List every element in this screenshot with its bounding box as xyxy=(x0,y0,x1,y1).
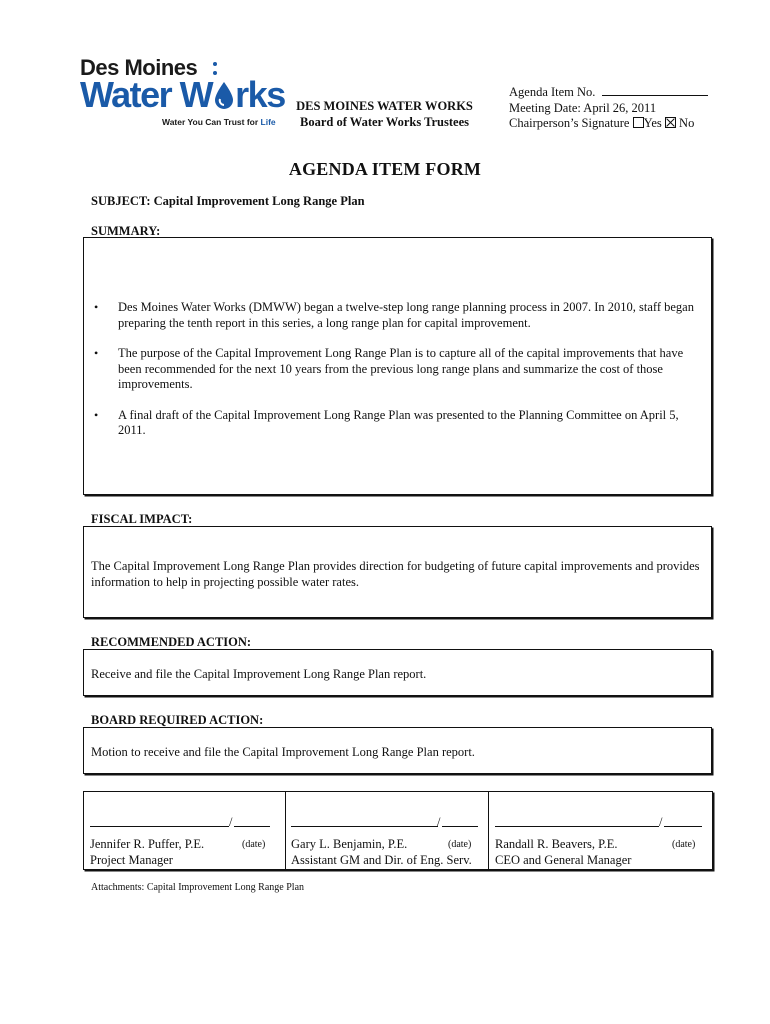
board-required-label: BOARD REQUIRED ACTION: xyxy=(91,713,264,727)
signature-line-2[interactable] xyxy=(291,825,438,827)
date-label-3: (date) xyxy=(672,839,696,850)
form-title: AGENDA ITEM FORM xyxy=(288,159,482,179)
no-label: No xyxy=(679,116,695,130)
date-line-2[interactable] xyxy=(442,825,478,827)
signer-name-1: Jennifer R. Puffer, P.E. xyxy=(90,837,205,851)
logo-tagline xyxy=(162,117,276,127)
logo-rks: rks xyxy=(235,74,285,115)
tagline-text: Water You Can Trust for xyxy=(162,117,261,127)
agenda-item-field[interactable] xyxy=(602,84,708,96)
signer-title-1: Project Manager xyxy=(90,853,173,867)
summary-bullet-3: • A final draft of the Capital Improvement Long Range Plan was presented to the Planning Committee on April 5, 2011. xyxy=(89,408,707,439)
signer-name-3: Randall R. Beavers, P.E. xyxy=(495,837,618,851)
board-required-box xyxy=(83,727,712,774)
signer-title-3: CEO and General Manager xyxy=(495,853,632,867)
summary-label: SUMMARY: xyxy=(91,224,161,238)
signature-table xyxy=(83,791,713,870)
summary-bullets xyxy=(89,300,707,454)
board-required-text: Motion to receive and file the Capital Improvement Long Range Plan report. xyxy=(91,745,475,759)
date-label-1: (date) xyxy=(242,839,266,850)
signature-cell-2 xyxy=(285,792,488,869)
chair-sig-row xyxy=(509,116,708,132)
org-name: DES MOINES WATER WORKS xyxy=(296,99,473,113)
yes-checkbox[interactable] xyxy=(633,117,644,128)
signature-cell-1 xyxy=(84,792,285,869)
header-meta-block xyxy=(509,84,708,132)
subject-line: SUBJECT: Capital Improvement Long Range Plan xyxy=(91,194,365,208)
no-checkbox[interactable] xyxy=(665,117,676,128)
fiscal-label: FISCAL IMPACT: xyxy=(91,512,193,526)
signer-title-2: Assistant GM and Dir. of Eng. Serv. xyxy=(291,853,472,867)
fiscal-box xyxy=(83,526,712,618)
logo xyxy=(80,55,285,135)
recommended-text: Receive and file the Capital Improvement Long Range Plan report. xyxy=(91,667,427,681)
board-name: Board of Water Works Trustees xyxy=(300,115,469,129)
signature-line-1[interactable] xyxy=(90,825,229,827)
date-line-3[interactable] xyxy=(664,825,702,827)
tagline-life: Life xyxy=(260,117,276,127)
recommended-label: RECOMMENDED ACTION: xyxy=(91,635,252,649)
slash-1: / xyxy=(229,815,233,829)
logo-water-w: Water W xyxy=(80,74,213,115)
yes-label: Yes xyxy=(643,116,662,130)
signature-line-3[interactable] xyxy=(495,825,659,827)
attachments-line: Attachments: Capital Improvement Long Range Plan xyxy=(91,882,305,893)
slash-2: / xyxy=(437,815,441,829)
date-label-2: (date) xyxy=(448,839,472,850)
recommended-box xyxy=(83,649,712,696)
agenda-item-label: Agenda Item No. xyxy=(509,85,596,99)
date-line-1[interactable] xyxy=(234,825,270,827)
logo-line1: Des Moines xyxy=(80,55,198,80)
header-org-block xyxy=(292,98,477,130)
logo-line2 xyxy=(80,75,285,115)
agenda-item-row xyxy=(509,84,708,101)
summary-bullet-1: • Des Moines Water Works (DMWW) began a twelve-step long range planning process in 2007. In 2010, staff began preparing the tenth report in this series, a long range plan for capital improvement. xyxy=(89,300,707,331)
fiscal-text: The Capital Improvement Long Range Plan provides direction for budgeting of future capital improvements and provides information to help in projecting possible water rates. xyxy=(91,559,700,589)
chair-sig-label: Chairperson’s Signature xyxy=(509,116,630,130)
summary-box xyxy=(83,237,712,495)
slash-3: / xyxy=(659,815,663,829)
water-drop-icon xyxy=(212,80,236,110)
meeting-date: Meeting Date: April 26, 2011 xyxy=(509,100,657,115)
summary-bullet-2: • The purpose of the Capital Improvement Long Range Plan is to capture all of the capital improvements that have been recommended for the next 10 years from the previous long range plans and summarize the cost of those improvements. xyxy=(89,346,707,393)
signature-cell-3 xyxy=(488,792,711,869)
signer-name-2: Gary L. Benjamin, P.E. xyxy=(291,837,408,851)
